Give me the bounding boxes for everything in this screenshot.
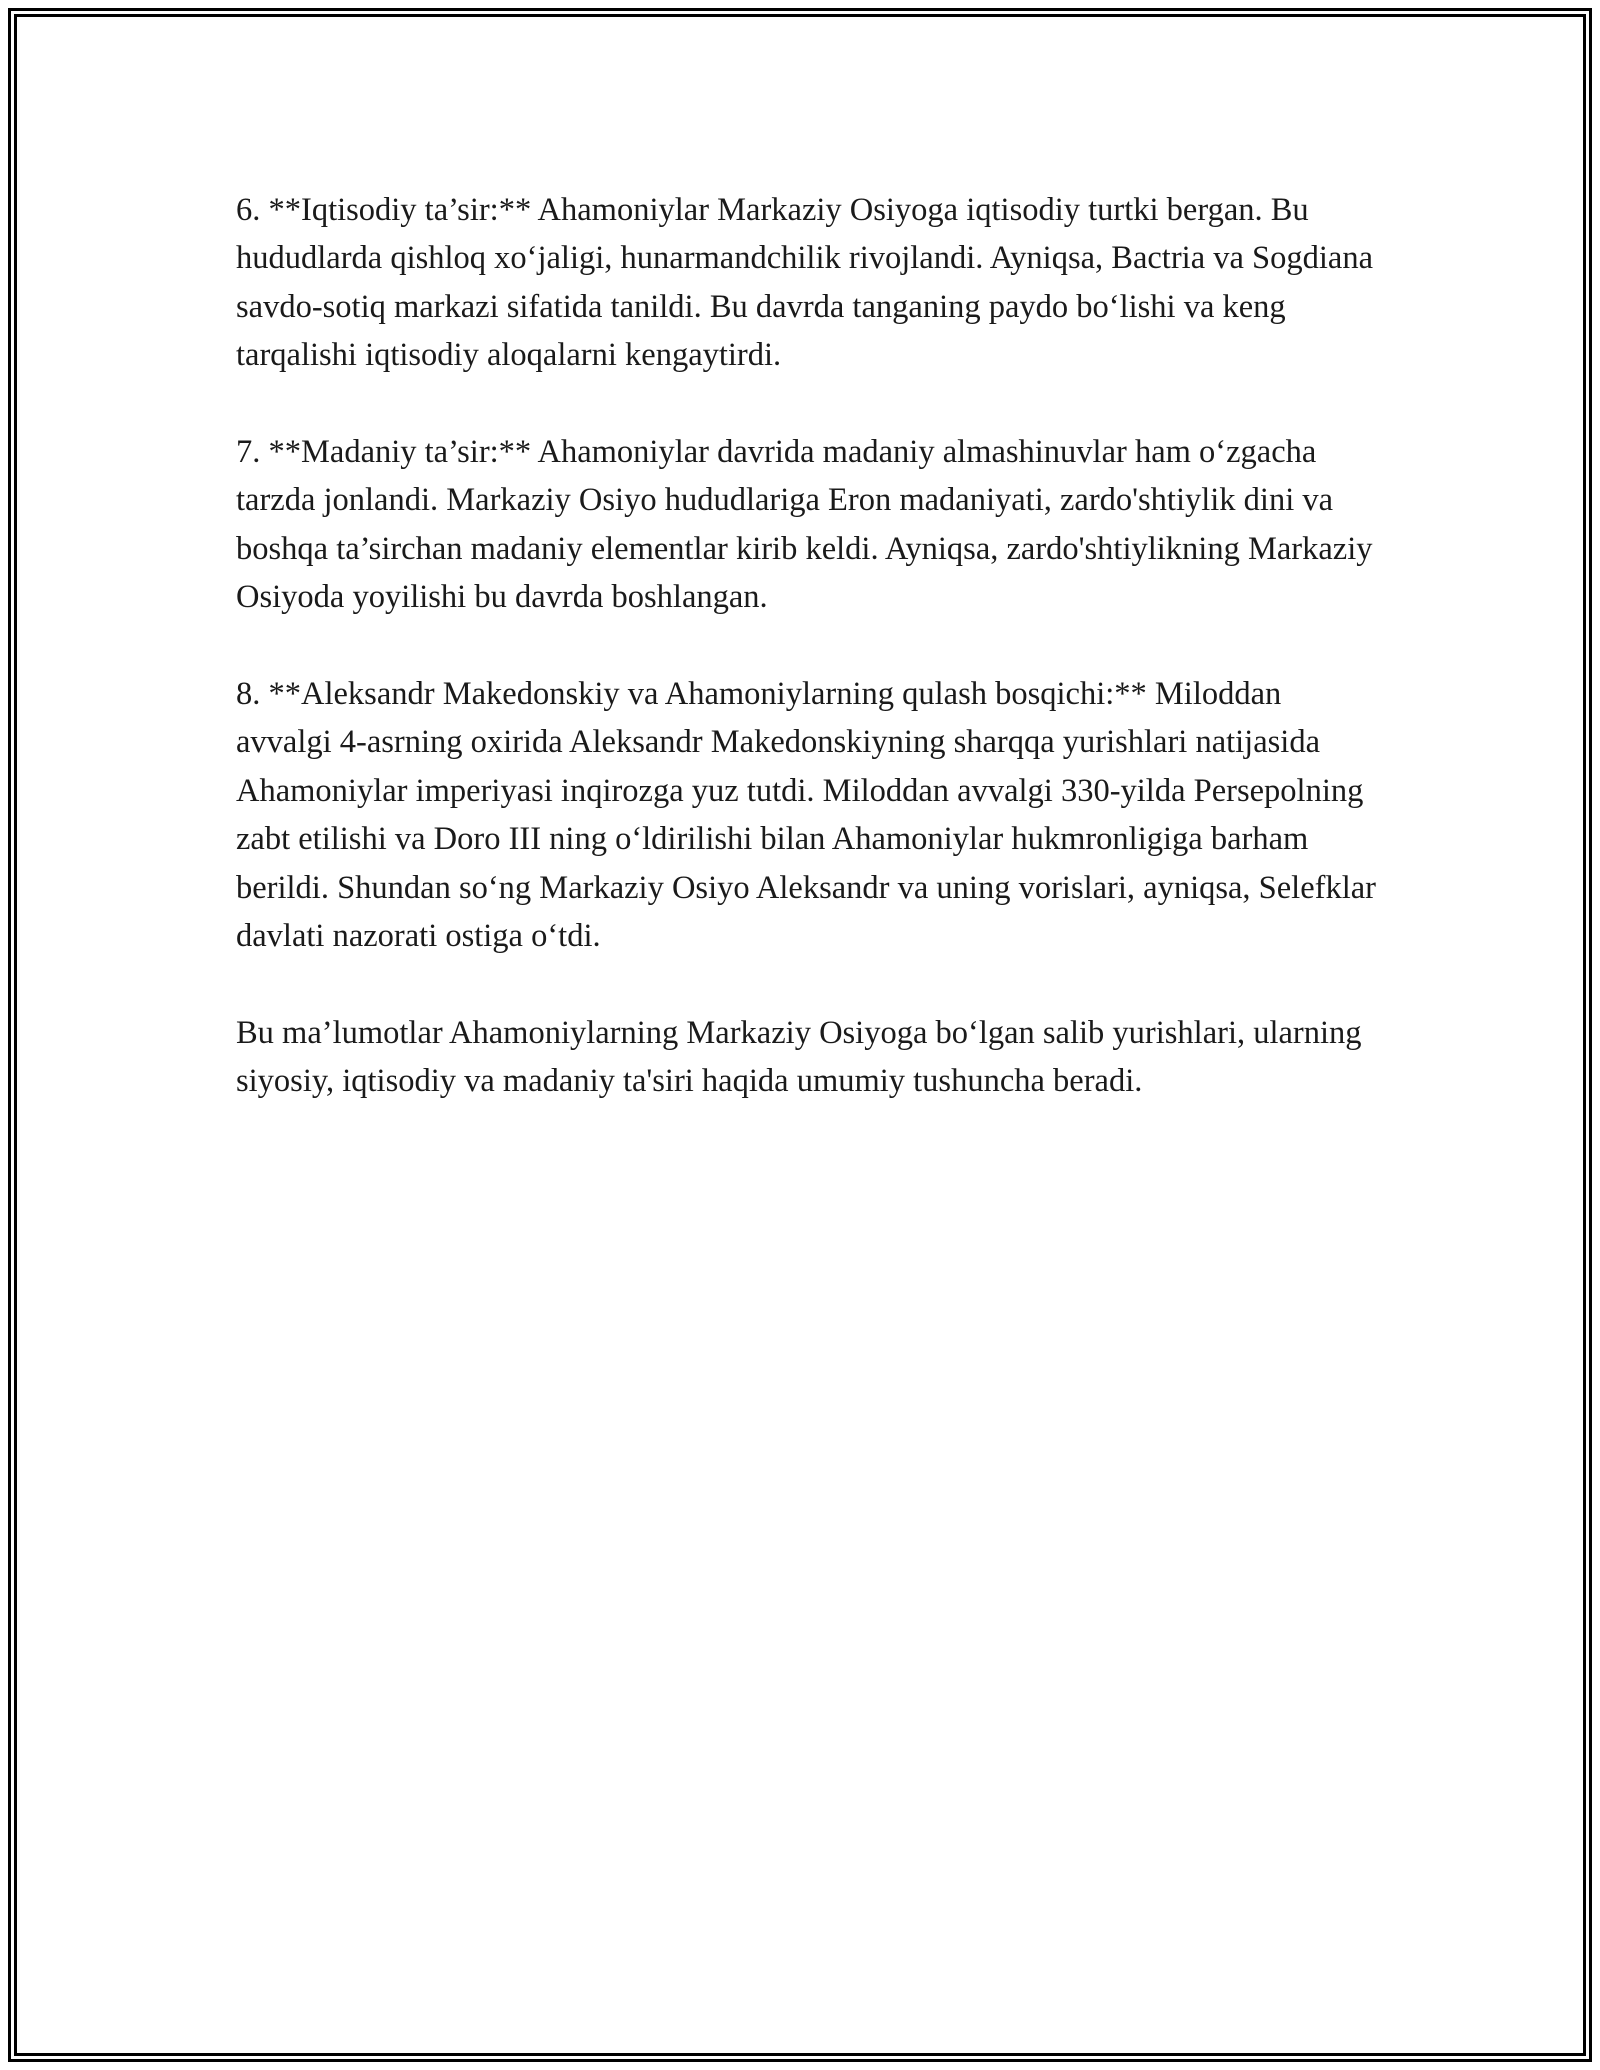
paragraph-cultural-impact: 7. **Madaniy ta’sir:** Ahamoniylar davrida madaniy almashinuvlar ham o‘zgacha tarzda jonlandi. Markaziy Osiyo hududlariga Eron madaniyati, zardo'shtiylik dini va boshqa ta’sirchan madaniy elementlar kirib keldi. Ayniqsa, zardo'shtiylikning Markaziy Osiyoda yoyilishi bu davrda boshlangan. [236,434,1373,616]
paragraph-summary: Bu ma’lumotlar Ahamoniylarning Markaziy Osiyoga bo‘lgan salib yurishlari, ularning siyosiy, iqtisodiy va madaniy ta'siri haqida umumiy tushuncha beradi. [236,1014,1362,1100]
paragraph-economic-impact: 6. **Iqtisodiy ta’sir:** Ahamoniylar Markaziy Osiyoga iqtisodiy turtki bergan. Bu hududlarda qishloq xo‘jaligi, hunarmandchilik rivojlandi. Ayniqsa, Bactria va Sogdiana savdo-sotiq markazi sifatida tanildi. Bu davrda tanganing paydo bo‘lishi va keng tarqalishi iqtisodiy aloqalarni kengaytirdi. [236,192,1373,374]
document-body [236,186,1376,1106]
paragraph-alexander-collapse: 8. **Aleksandr Makedonskiy va Ahamoniylarning qulash bosqichi:** Miloddan avvalgi 4-asrning oxirida Aleksandr Makedonskiyning sharqqa yurishlari natijasida Ahamoniylar imperiyasi inqirozga yuz tutdi. Miloddan avvalgi 330-yilda Persepolning zabt etilishi va Doro III ning o‘ldirilishi bilan Ahamoniylar hukmronligiga barham berildi. Shundan so‘ng Markaziy Osiyo Aleksandr va uning vorislari, ayniqsa, Selefklar davlati nazorati ostiga o‘tdi. [236,676,1376,955]
